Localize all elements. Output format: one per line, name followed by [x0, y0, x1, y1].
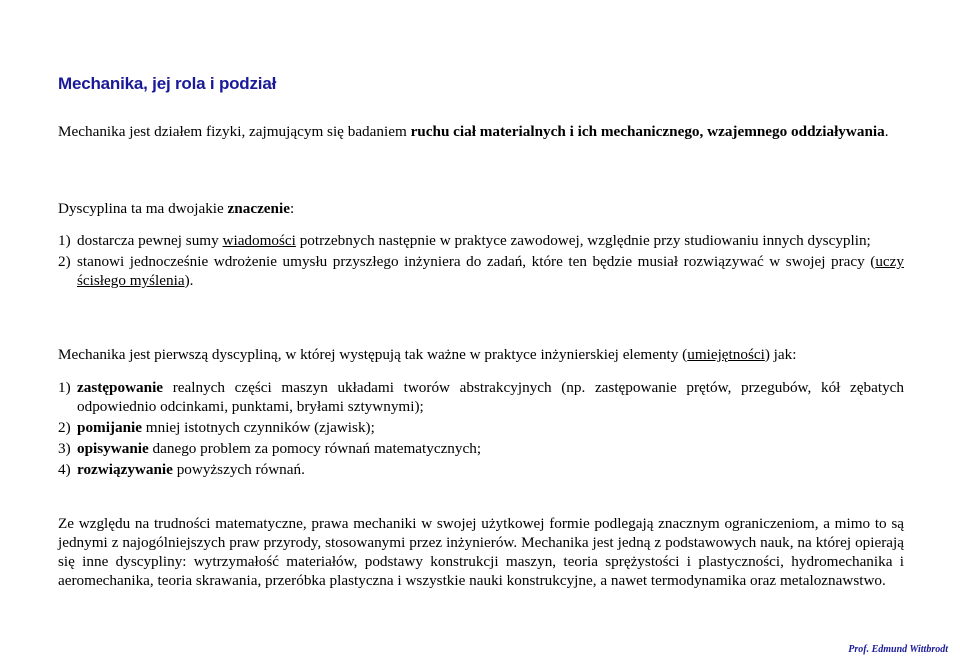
list-item-text: stanowi jednocześnie wdrożenie umysłu przyszłego inżyniera do zadań, które ten będzie musiał rozwiązywać w swojej pracy ( [77, 253, 876, 270]
list-item-number: 2) [58, 419, 71, 436]
definition-text: Mechanika jest działem fizyki, zajmującym się badaniem [58, 123, 411, 140]
paragraph-meaning [58, 199, 904, 218]
meaning-list [58, 231, 904, 292]
meaning-bold-text: znaczenie [227, 200, 290, 217]
list-item-bold: rozwiązywanie [77, 461, 173, 478]
list-item [58, 252, 904, 290]
paragraph-definition [58, 122, 904, 141]
list-item-number: 1) [58, 232, 71, 249]
meaning-text: Dyscyplina ta ma dwojakie [58, 200, 228, 217]
summary-text: Ze względu na trudności matematyczne, prawa mechaniki w swojej użytkowej formie podlegają znacznym ograniczeniom, a mimo to są jednymi z najogólniejszych praw przyrody, stosowanymi przez inżynierów. Mechanika jest jedną z podstawowych nauk, na której opierają się inne dyscypliny: wytrzymałość materiałów, podstawy konstrukcji maszyn, teoria sprężystości i plastyczności, hydromechanika i aeromechanika, teoria skrawania, przeróbka plastyczna i wszystkie nauki konstrukcyjne, a nawet termodynamika oraz metaloznawstwo. [58, 515, 904, 589]
meaning-end: : [289, 200, 295, 217]
list-item [58, 418, 904, 437]
list-item-text-end: ). [184, 272, 194, 289]
paragraph-summary [58, 514, 904, 590]
list-item-text: powyższych równań. [172, 461, 305, 478]
list-item-text-end: potrzebnych następnie w praktyce zawodowej, względnie przy studiowaniu innych dyscyplin; [295, 232, 871, 249]
list-item [58, 378, 904, 416]
list-item-number: 3) [58, 440, 71, 457]
definition-end: . [884, 123, 889, 140]
page-title: Mechanika, jej rola i podział [58, 74, 277, 93]
list-item-underlined: uczy ścisłego myślenia [77, 253, 904, 289]
elements-text: Mechanika jest pierwszą dyscypliną, w której występują tak ważne w praktyce inżynierskiej elementy ( [58, 346, 688, 363]
list-item-underlined: wiadomości [222, 232, 296, 249]
elements-end: ) jak: [764, 346, 797, 363]
list-item-number: 4) [58, 461, 71, 478]
list-item-number: 2) [58, 253, 71, 270]
list-item-text: dostarcza pewnej sumy [77, 232, 223, 249]
list-item-text: mniej istotnych czynników (zjawisk); [141, 419, 375, 436]
list-item-bold: zastępowanie [77, 379, 164, 396]
definition-bold-text: ruchu ciał materialnych i ich mechanicznego, wzajemnego oddziaływania [410, 123, 885, 140]
list-item-bold: pomijanie [77, 419, 142, 436]
list-item [58, 439, 904, 458]
elements-underlined: umiejętności [687, 346, 765, 363]
list-item-number: 1) [58, 379, 71, 396]
list-item-text: danego problem za pomocy równań matematycznych; [148, 440, 482, 457]
elements-list [58, 378, 904, 481]
list-item-text: realnych części maszyn układami tworów abstrakcyjnych (np. zastępowanie prętów, przegubów, kół zębatych odpowiednio odcinkami, punktami, bryłami sztywnymi); [77, 379, 904, 415]
author-footer: Prof. Edmund Wittbrodt [848, 644, 948, 655]
list-item [58, 231, 904, 250]
list-item-bold: opisywanie [77, 440, 149, 457]
paragraph-elements [58, 345, 904, 364]
list-item [58, 460, 904, 479]
